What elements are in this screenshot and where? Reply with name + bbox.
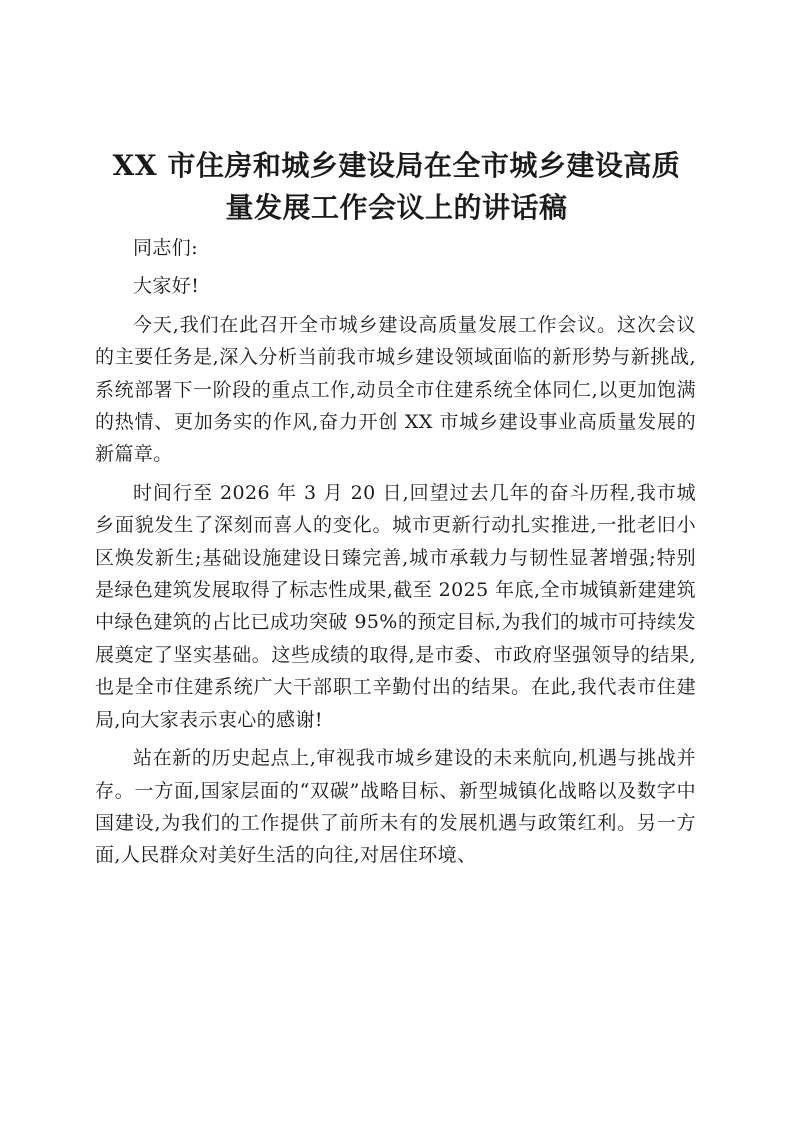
body-paragraph: 站在新的历史起点上,审视我市城乡建设的未来航向,机遇与挑战并存。一方面,国家层面的“双碳”战略目标、新型城镇化战略以及数字中国建设,为我们的工作提供了前所未有的发展机遇与政策红利。另一方面,人民群众对美好生活的向往,对居住环境、 xyxy=(95,747,696,867)
body-paragraph: 今天,我们在此召开全市城乡建设高质量发展工作会议。这次会议的主要任务是,深入分析当前我市城乡建设领域面临的新形势与新挑战,系统部署下一阶段的重点工作,动员全市住建系统全体同仁,以更加饱满的热情、更加务实的作风,奋力开创 XX 市城乡建设事业高质量发展的新篇章。 xyxy=(95,313,696,466)
document-title xyxy=(100,145,693,229)
document-title-line-2: 量发展工作会议上的讲话稿 xyxy=(225,191,568,224)
salutation-paragraph: 同志们: xyxy=(133,237,199,259)
document-title-line-1: XX 市住房和城乡建设局在全市城乡建设高质 xyxy=(112,149,681,182)
greeting-paragraph: 大家好! xyxy=(133,275,200,298)
document-body xyxy=(95,232,696,878)
body-paragraph: 时间行至 2026 年 3 月 20 日,回望过去几年的奋斗历程,我市城乡面貌发生了深刻而喜人的变化。城市更新行动扎实推进,一批老旧小区焕发新生;基础设施建设日臻完善,城市承载力与韧性显著增强;特别是绿色建筑发展取得了标志性成果,截至 2025 年底,全市城镇新建建筑中绿色建筑的占比已成功突破 95%的预定目标,为我们的城市可持续发展奠定了坚实基础。这些成绩的取得,是市委、市政府坚强领导的结果,也是全市住建系统广大干部职工辛勤付出的结果。在此,我代表市住建局,向大家表示衷心的感谢! xyxy=(95,481,696,731)
